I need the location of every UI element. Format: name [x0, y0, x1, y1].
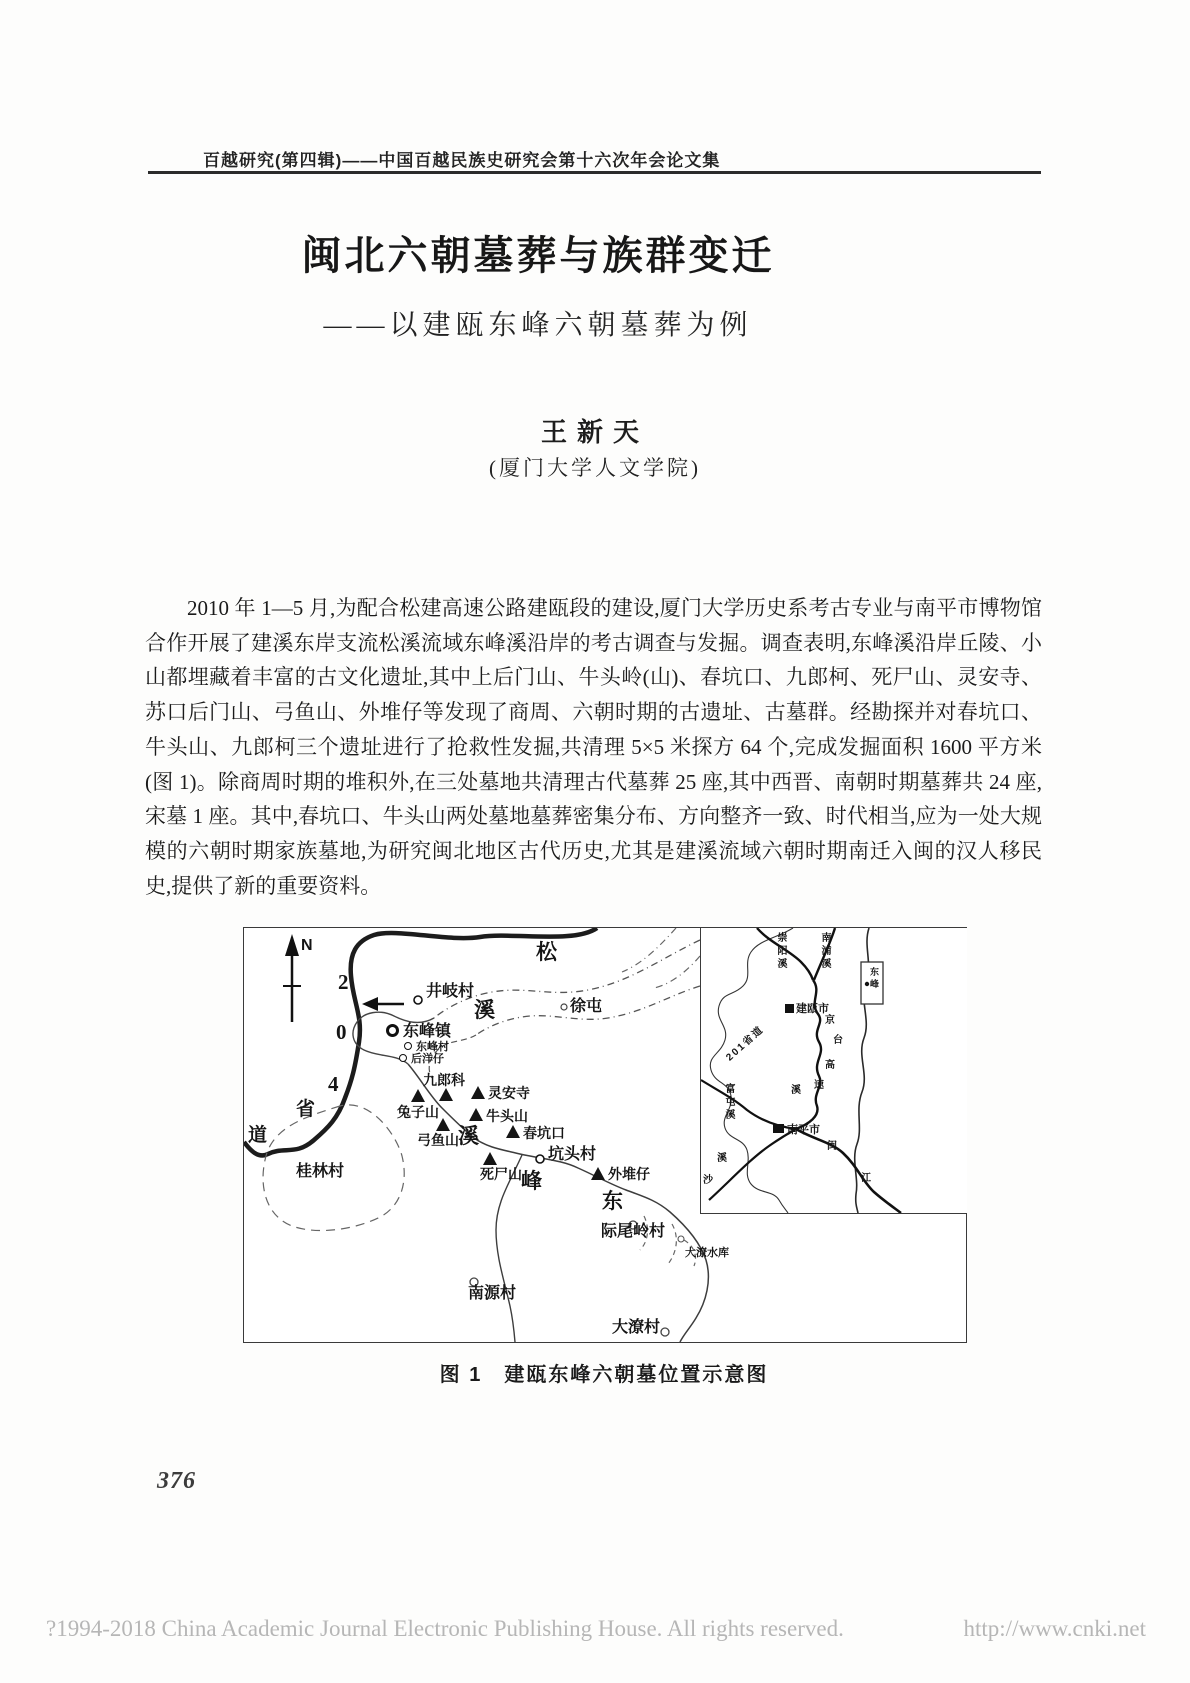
se-dashed-arc-2: [668, 1224, 676, 1264]
map-label-daliaoshuiku: 大潦水库: [685, 1247, 729, 1259]
inset-jianou-square: [785, 1004, 794, 1013]
inset-label-xi-jianxi: 溪: [791, 1085, 801, 1096]
inset-label-jing: 京: [825, 1015, 835, 1026]
figure-map: [243, 927, 967, 1343]
footer-url[interactable]: http://www.cnki.net: [963, 1616, 1146, 1641]
inset-map: [700, 928, 967, 1214]
nanyuan-stream-path: [496, 1155, 522, 1342]
daliaocun-circle: [661, 1328, 669, 1336]
header-rule: [148, 171, 1041, 174]
map-label-niutoushan: 牛头山: [486, 1108, 528, 1124]
map-label-tuzishan: 兔子山: [397, 1104, 439, 1120]
site-triangle-sishishan: [483, 1152, 497, 1165]
xutun-circle: [561, 1004, 567, 1010]
inset-river-minjiang: [796, 1129, 901, 1213]
author-affiliation: (厦门大学人文学院): [489, 456, 701, 480]
footer-copyright: ?1994-2018 China Academic Journal Electronic Publishing House. All rights reserved.: [46, 1616, 844, 1641]
map-label-jingqicun: 井岐村: [426, 983, 475, 1000]
map-label-kengtoucun: 坑头村: [548, 1146, 597, 1163]
inset-nanping-square: [773, 1124, 784, 1133]
inset-label-nanpuxi: 南浦溪: [819, 932, 830, 971]
map-label-dong: 东: [602, 1190, 623, 1213]
footer: [46, 1616, 1146, 1642]
inset-label-min: 闽: [827, 1141, 837, 1152]
kengtoucun-circle: [536, 1155, 544, 1163]
inset-river-shaxi: [709, 1129, 796, 1200]
map-label-guilincun: 桂林村: [296, 1163, 345, 1180]
inset-label-nanpingshi: 南平市: [787, 1124, 820, 1136]
site-triangle-lingansi: [471, 1086, 485, 1099]
site-triangle-niutoushan: [469, 1108, 483, 1121]
map-label-xutun: 徐屯: [570, 998, 603, 1015]
page-number: 376: [157, 1468, 196, 1494]
inset-label-chongyangxi: 崇阳溪: [775, 932, 786, 971]
site-triangle-waiduizai: [591, 1167, 605, 1180]
inset-river-futunxi: [701, 1080, 796, 1129]
map-label-daliaocun: 大潦村: [612, 1319, 661, 1336]
map-label-jiweilingcun: 际尾岭村: [601, 1223, 666, 1240]
map-label-dongfengzhen: 东峰镇: [386, 1024, 451, 1040]
site-triangle-tuzishan: [411, 1089, 425, 1102]
inset-label-xi-shaxi: 溪: [717, 1153, 727, 1164]
site-triangle-jiulangke: [439, 1088, 453, 1101]
inset-label-su: 速: [814, 1080, 824, 1091]
dongfengxi-river-path: [408, 1064, 708, 1342]
article-subtitle: ——以建瓯东峰六朝墓葬为例: [323, 310, 753, 341]
jingqicun-circle: [414, 996, 422, 1004]
map-label-song: 松: [536, 941, 557, 964]
inset-label-road-201: 201省道: [724, 1024, 767, 1064]
journal-header: 百越研究(第四辑)——中国百越民族史研究会第十六次年会论文集: [203, 151, 721, 170]
inset-label-dongfeng-box: 东峰: [869, 967, 879, 991]
ne-dashed-arc-1: [622, 928, 676, 972]
map-label-dongfengcun: 东峰村: [404, 1042, 449, 1053]
village-circle-icon: [399, 1054, 407, 1062]
figure-caption: 图 1 建瓯东峰六朝墓位置示意图: [439, 1364, 769, 1386]
daliaoshuiku-circle: [678, 1236, 684, 1242]
flow-arrow-head: [362, 997, 378, 1011]
inset-label-jianoushi: 建瓯市: [796, 1003, 829, 1015]
inset-label-gao: 高: [825, 1060, 835, 1071]
road-204-dao: 道: [248, 1125, 268, 1146]
map-label-xi-songxi: 溪: [474, 999, 495, 1022]
road-204-digit-2: 2: [338, 970, 349, 994]
site-triangle-chunkengkou: [506, 1125, 520, 1138]
map-label-sishishan: 死尸山: [480, 1166, 522, 1182]
map-label-waiduizai: 外堆仔: [608, 1166, 650, 1182]
town-ring-icon: [386, 1024, 399, 1037]
map-label-houyangzai: 后洋仔: [399, 1054, 444, 1065]
north-label: N: [301, 937, 313, 954]
road-204-digit-0: 0: [336, 1020, 347, 1044]
north-arrow-head: [285, 934, 299, 956]
village-circle-icon: [404, 1042, 412, 1050]
author-name: 王新天: [540, 418, 649, 447]
body-paragraph: 2010 年 1—5 月,为配合松建高速公路建瓯段的建设,厦门大学历史系考古专业与南平市博物馆合作开展了建溪东岸支流松溪流域东峰溪沿岸的考古调查与发掘。调查表明,东峰溪沿岸丘陵、小山都埋藏着丰富的古文化遗址,其中上后门山、牛头岭(山)、春坑口、九郎柯、死尸山、灵安寺、苏口后门山、弓鱼山、外堆仔等发现了商周、六朝时期的古遗址、古墓群。经勘探并对春坑口、牛头山、九郎柯三个遗址进行了抢救性发掘,共清理 5×5 米探方 64 个,完成发掘面积 1600 平方米(图 1)。除商周时期的堆积外,在三处墓地共清理古代墓葬 25 座,其中西晋、南朝时期墓葬共 24 座,宋墓 1 座。其中,春坑口、牛头山两处墓地墓葬密集分布、方向整齐一致、时代相当,应为一处大规模的六朝时期家族墓地,为研究闽北地区古代历史,尤其是建溪流域六朝时期南迁入闽的汉人移民史,提供了新的重要资料。: [145, 596, 1042, 898]
map-label-nanyuancun: 南源村: [468, 1285, 517, 1302]
map-label-chunkengkou: 春坑口: [523, 1125, 565, 1141]
inset-label-futunxi: 富屯溪: [723, 1083, 734, 1122]
map-label-xi-dongfengxi: 溪: [458, 1125, 479, 1148]
inset-label-jiang: 江: [861, 1173, 871, 1184]
inset-label-tai: 台: [833, 1035, 843, 1046]
article-title: 闽北六朝墓葬与族群变迁: [301, 234, 775, 278]
map-label-jiulangke: 九郎科: [423, 1072, 465, 1088]
road-204-digit-4: 4: [328, 1072, 339, 1096]
map-label-feng: 峰: [521, 1170, 542, 1193]
map-label-lingansi: 灵安寺: [488, 1085, 530, 1101]
inset-label-sha: 沙: [703, 1175, 713, 1186]
map-label-gongyushan: 弓鱼山: [417, 1132, 459, 1148]
ne-dashed-arc-2: [654, 956, 700, 988]
road-204-sheng: 省: [296, 1099, 316, 1120]
